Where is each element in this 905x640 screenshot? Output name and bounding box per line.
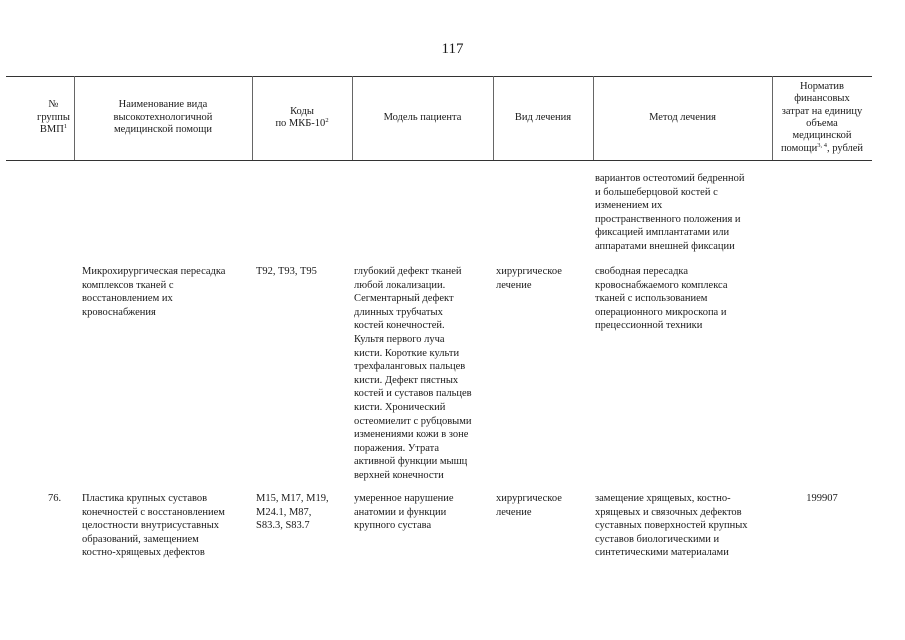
header-patient-model-text: Модель пациента xyxy=(383,111,462,123)
table-row-method: свободная пересадка кровоснабжаемого комплекса тканей с использованием операционного микроскопа и прецессионной техники xyxy=(595,266,728,332)
medical-care-table xyxy=(6,76,872,616)
table-row-icd-codes: M15, M17, M19, M24.1, M87, S83.3, S83.7 xyxy=(256,493,329,532)
table-row-method: вариантов остеотомий бедренной и большеберцовой костей с изменением их пространственного положения и фиксацией имплантатами или аппаратами внешней фиксации xyxy=(595,173,745,252)
header-icd-codes xyxy=(252,76,352,160)
footnote-marker: 1 xyxy=(63,123,68,131)
table-row-care-name: Микрохирургическая пересадка комплексов тканей с восстановлением их кровоснабжения xyxy=(82,266,226,318)
table-row-treatment-type: хирургическое лечение xyxy=(496,266,562,291)
header-care-name-text: Наименование вида высокотехнологичной медицинской помощи xyxy=(113,99,213,136)
table-row-cost-norm: 199907 xyxy=(806,493,838,504)
table-row-treatment-type: хирургическое лечение xyxy=(496,493,562,518)
header-cost-norm-suffix: , рублей xyxy=(826,142,864,154)
header-cost-norm xyxy=(772,76,872,160)
table-row-method: замещение хрящевых, костно- хрящевых и связочных дефектов суставных поверхностей крупных суставов биологическими и синтетическими материалами xyxy=(595,493,748,559)
footnote-marker: 2 xyxy=(325,117,329,124)
table-row-care-name: Пластика крупных суставов конечностей с восстановлением целостности внутрисуставных образований, замещением костно-хрящевых дефектов xyxy=(82,493,225,559)
footnote-marker: 3, 4 xyxy=(817,141,827,149)
table-row-icd-codes: T92, T93, T95 xyxy=(256,266,317,277)
header-cost-norm-text: Норматив финансовых затрат на единицу объема медицинской помощи xyxy=(780,80,863,154)
table-row-number: 76. xyxy=(48,493,62,504)
header-care-name xyxy=(74,76,252,160)
header-icd-codes-text: Коды по МКБ-10 xyxy=(275,105,326,129)
header-treatment-method xyxy=(593,76,772,160)
header-treatment-method-text: Метод лечения xyxy=(649,111,716,123)
header-treatment-type-text: Вид лечения xyxy=(514,111,572,123)
header-patient-model xyxy=(352,76,493,160)
header-group-number-text: № группы ВМП xyxy=(37,99,70,136)
header-group-number xyxy=(6,76,74,160)
table-row-patient-model: умеренное нарушение анатомии и функции крупного сустава xyxy=(354,493,454,532)
page-number: 117 xyxy=(441,41,464,57)
table-header-bottom-border xyxy=(6,160,872,161)
table-row-patient-model: глубокий дефект тканей любой локализации. Сегментарный дефект длинных трубчатых костей конечностей. Культя первого луча кисти. Короткие культи трехфаланговых пальцев кисти. Дефект пястных костей и суставов пальцев кисти. Хронический остеомиелит с рубцовыми изменениями кожи в зоне поражения. Утрата активной функции мышц верхней конечности xyxy=(354,266,472,481)
header-treatment-type xyxy=(493,76,593,160)
